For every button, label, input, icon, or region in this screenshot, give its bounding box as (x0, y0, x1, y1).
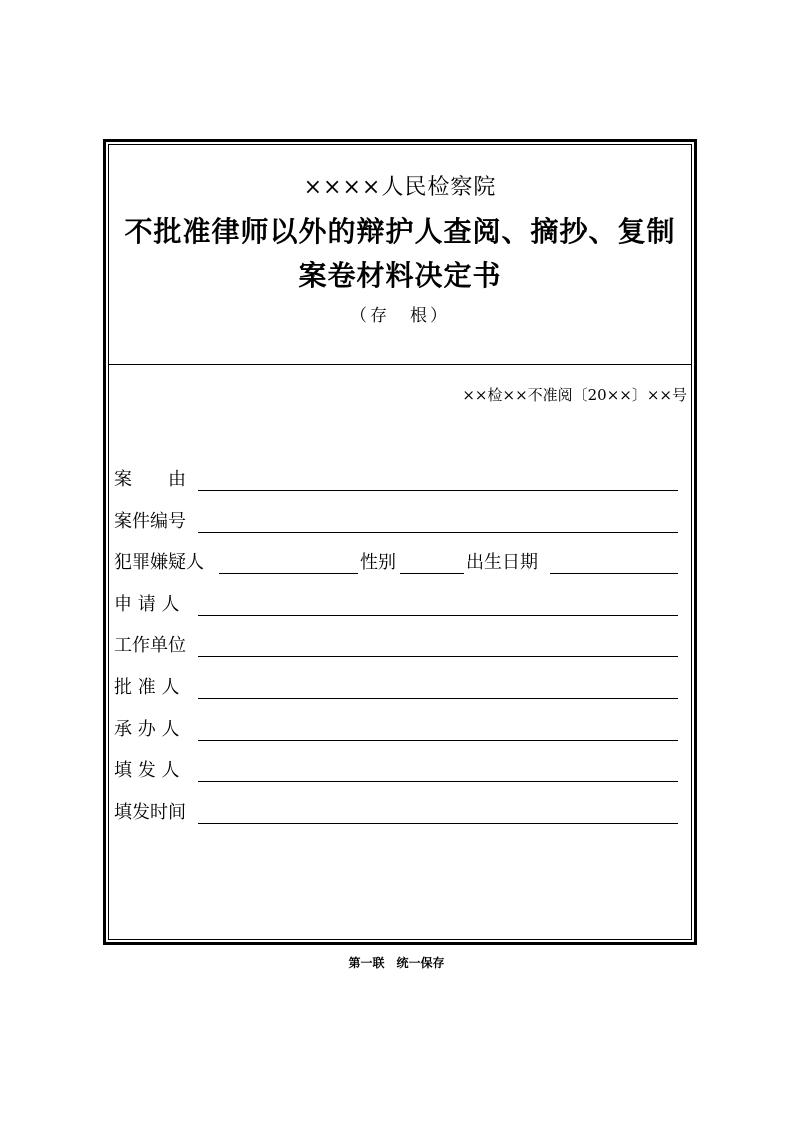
gender-label: 性别 (360, 552, 396, 573)
suspect-name-blank[interactable] (219, 573, 358, 574)
work-unit-label: 工作单位 (114, 635, 186, 656)
suspect-label: 犯罪嫌疑人 (114, 552, 204, 573)
applicant-label: 申 请 人 (114, 594, 180, 615)
issue-time-label: 填发时间 (114, 802, 186, 823)
issuer-label: 填 发 人 (114, 760, 180, 781)
document-number: ××检××不准阅〔20××〕××号 (462, 386, 687, 404)
approver-blank[interactable] (198, 698, 678, 699)
gender-blank[interactable] (400, 573, 464, 574)
document-title-line-2: 案卷材料决定书 (298, 259, 502, 292)
case-reason-blank[interactable] (198, 490, 678, 491)
procuratorate-name: ××××人民检察院 (303, 175, 497, 200)
stub-label: （存 根） (350, 306, 450, 326)
copy-note: 第一联 统一保存 (348, 956, 445, 970)
document-title-line-1: 不批准律师以外的辩护人查阅、摘抄、复制 (124, 215, 676, 248)
handler-blank[interactable] (198, 740, 678, 741)
birth-date-blank[interactable] (550, 573, 678, 574)
issue-time-blank[interactable] (198, 823, 678, 824)
handler-label: 承 办 人 (114, 719, 180, 740)
approver-label: 批 准 人 (114, 677, 180, 698)
case-number-blank[interactable] (198, 532, 678, 533)
birth-date-label: 出生日期 (466, 552, 538, 573)
applicant-blank[interactable] (198, 615, 678, 616)
case-reason-label: 案 由 (114, 469, 186, 490)
work-unit-blank[interactable] (198, 656, 678, 657)
issuer-blank[interactable] (198, 781, 678, 782)
case-number-label: 案件编号 (114, 511, 186, 532)
header-divider (109, 364, 691, 365)
